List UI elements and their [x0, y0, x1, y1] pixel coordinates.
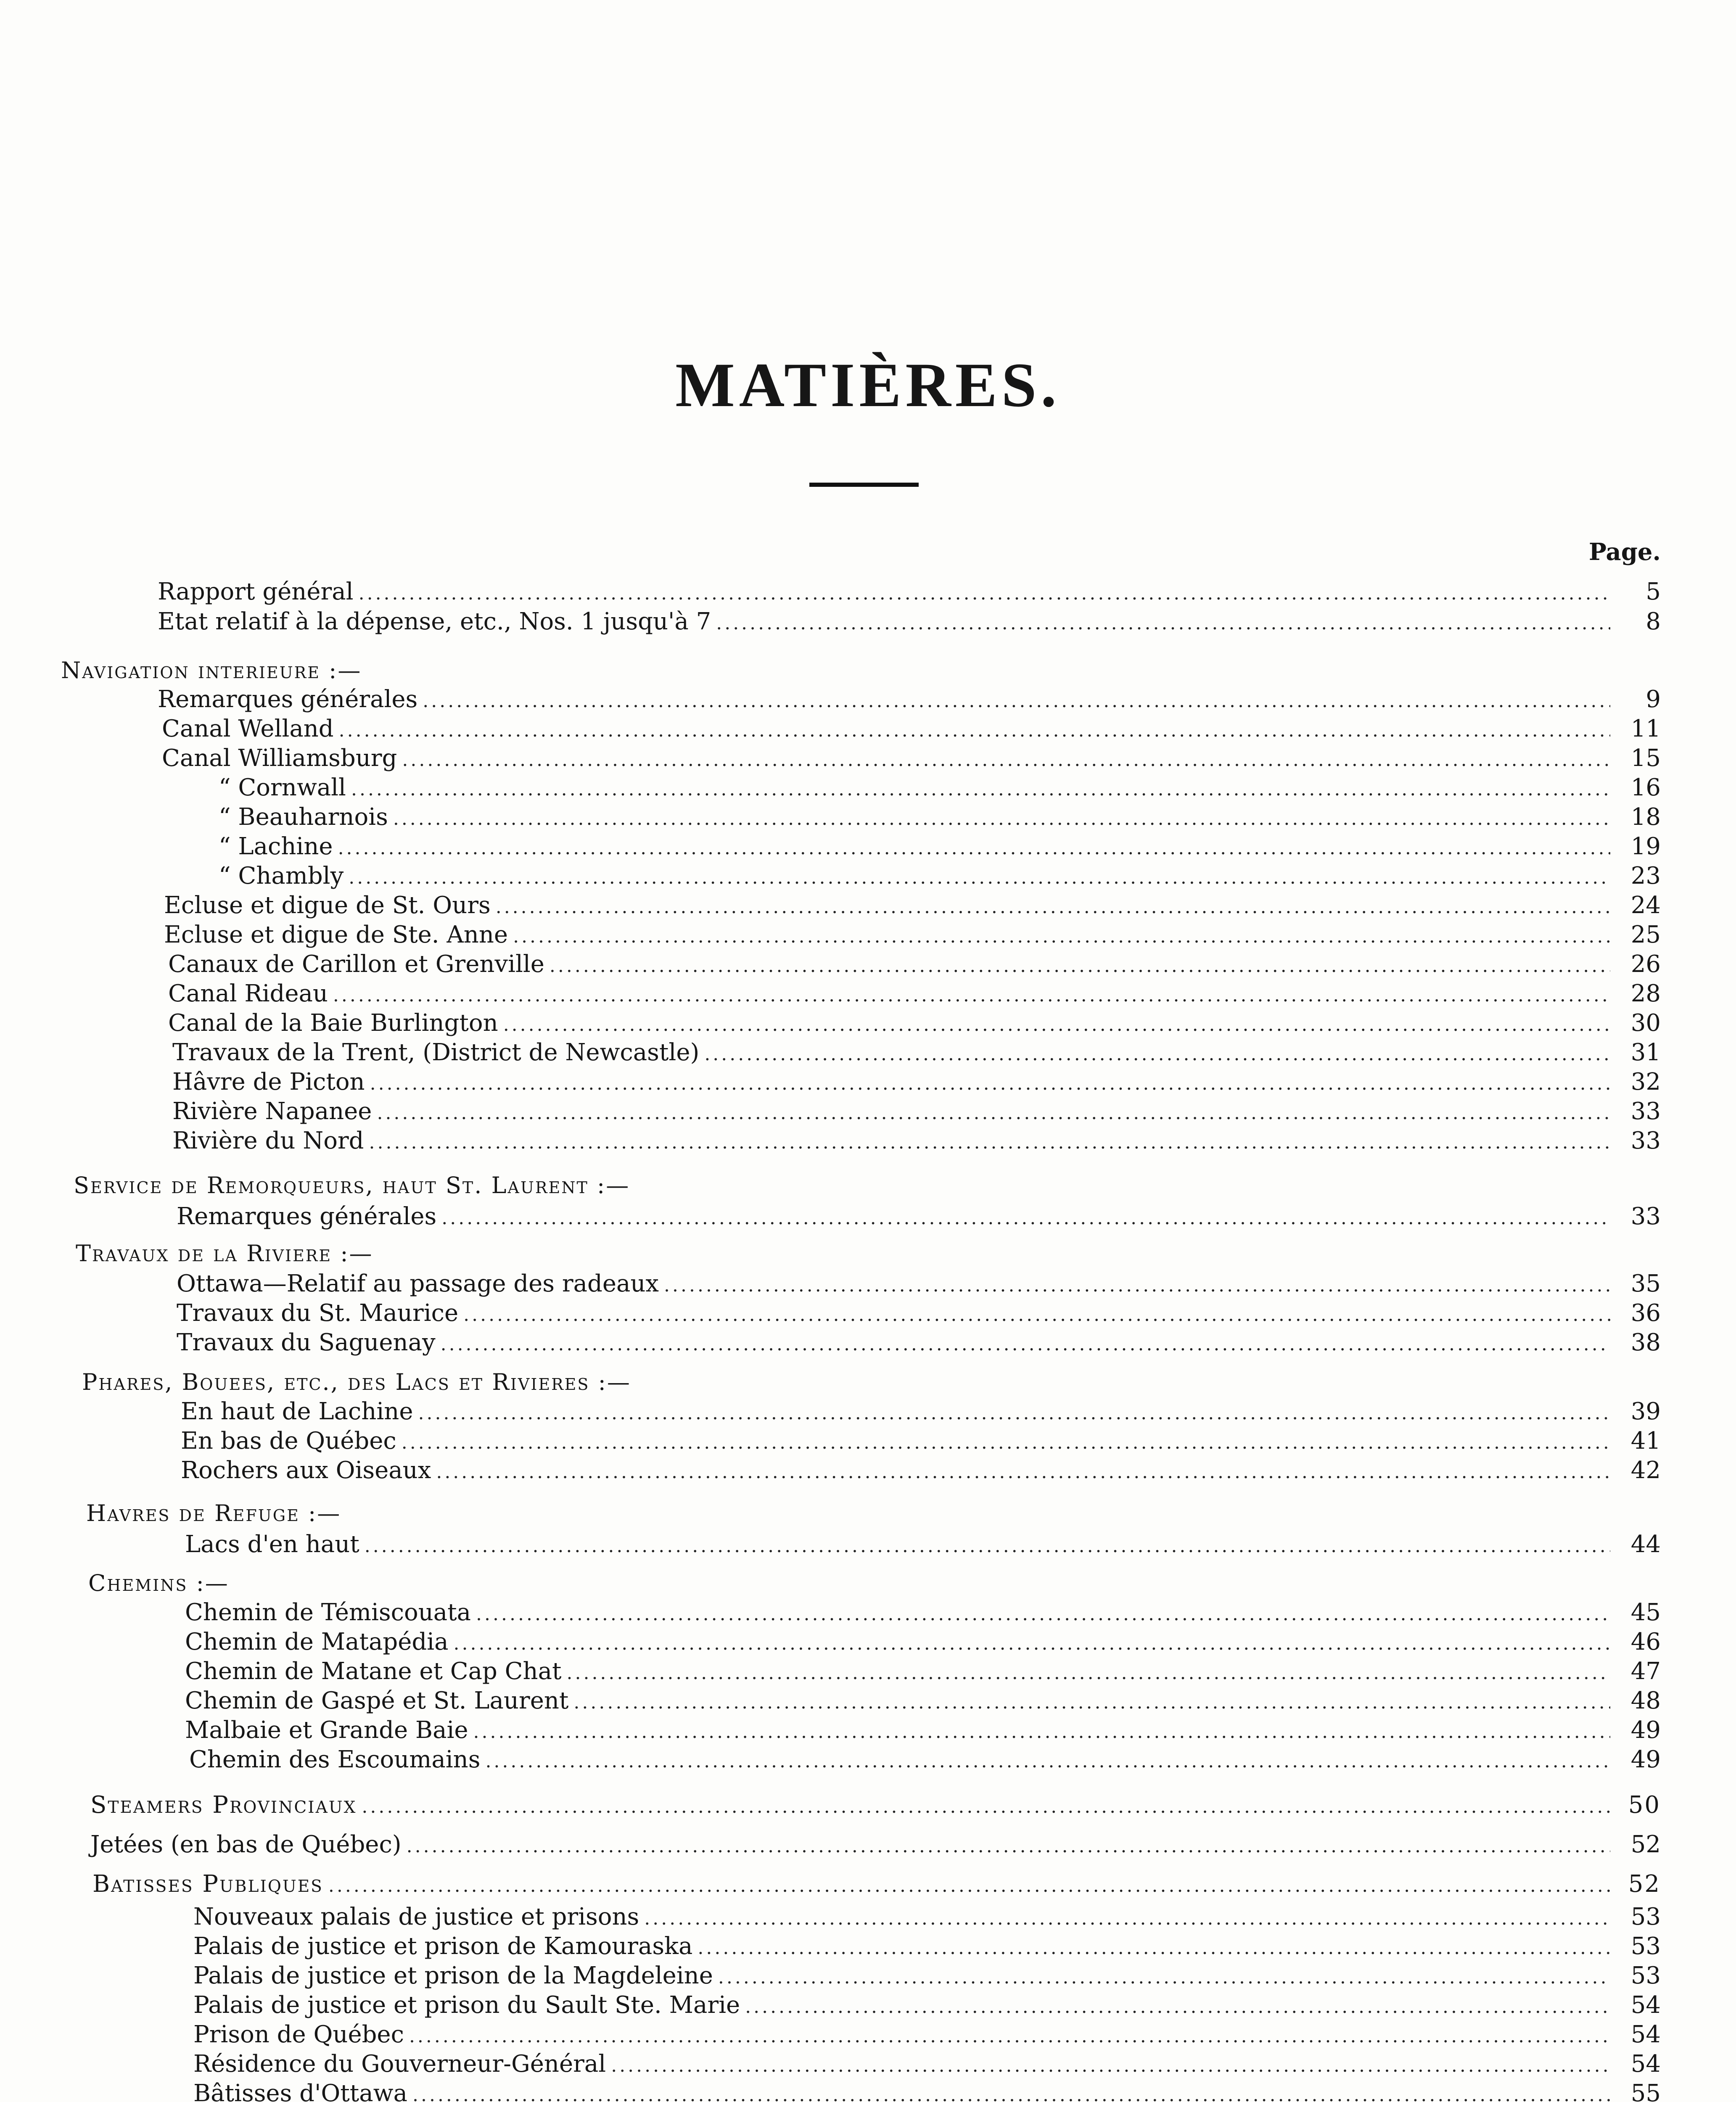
- toc-entry: [193, 1931, 1661, 1962]
- toc-entry: [219, 773, 1661, 803]
- toc-entry: [185, 1715, 1661, 1746]
- leader-dots: [423, 686, 1610, 716]
- toc-entry: [181, 1397, 1661, 1427]
- leader-dots: [359, 578, 1610, 609]
- toc-entry: [168, 949, 1661, 980]
- leader-dots: [698, 1933, 1610, 1963]
- toc-entry-page: 19: [1630, 833, 1661, 860]
- toc-entry-page: 26: [1630, 951, 1661, 978]
- toc-entry-page: 33: [1630, 1098, 1661, 1125]
- toc-entry-label: Résidence du Gouverneur-Général: [193, 2050, 606, 2078]
- toc-entry-label: Canal Williamsburg: [162, 745, 397, 772]
- leader-dots: [496, 892, 1610, 922]
- toc-entry-label: Remarques générales: [158, 686, 418, 713]
- toc-entry-label: Malbaie et Grande Baie: [185, 1716, 468, 1744]
- toc-entry: [185, 1627, 1661, 1657]
- toc-entry: [193, 2020, 1661, 2050]
- toc-entry-page: 49: [1630, 1716, 1661, 1744]
- leader-dots: [402, 1428, 1610, 1458]
- toc-entry: [185, 1529, 1661, 1560]
- title-rule: [809, 483, 919, 487]
- leader-dots: [370, 1069, 1610, 1099]
- leader-dots: [418, 1398, 1610, 1429]
- section-heading: Travaux de la Riviere :—: [76, 1240, 373, 1267]
- toc-entry-label: Canal Rideau: [168, 980, 328, 1007]
- toc-entry-page: 5: [1646, 578, 1661, 605]
- toc-entry-label: Rochers aux Oiseaux: [181, 1457, 431, 1484]
- toc-entry: [92, 1869, 1661, 1899]
- leader-dots: [339, 716, 1610, 746]
- toc-entry: [168, 1008, 1661, 1038]
- toc-entry-page: 44: [1630, 1531, 1661, 1558]
- leader-dots: [453, 1629, 1610, 1659]
- toc-entry-label: Ecluse et digue de Ste. Anne: [164, 921, 508, 948]
- toc-entry: [158, 607, 1661, 637]
- toc-entry: [172, 1126, 1661, 1156]
- toc-entry-page: 38: [1630, 1329, 1661, 1356]
- toc-entry-page: 45: [1630, 1599, 1661, 1626]
- toc-entry-label: Lacs d'en haut: [185, 1531, 359, 1558]
- toc-entry: [193, 2049, 1661, 2079]
- toc-entry-label: Travaux de la Trent, (District de Newcastle): [172, 1039, 700, 1066]
- section-heading: Navigation interieure :—: [61, 657, 362, 684]
- leader-dots: [351, 774, 1610, 805]
- toc-entry-label: Ecluse et digue de St. Ours: [164, 892, 491, 919]
- toc-entry: [168, 979, 1661, 1009]
- section-heading: Service de Remorqueurs, haut St. Laurent :—: [74, 1172, 630, 1199]
- leader-dots: [745, 1992, 1610, 2022]
- toc-entry-page: 49: [1630, 1746, 1661, 1773]
- toc-entry-label: “ Beauharnois: [219, 803, 388, 831]
- leader-dots: [407, 1831, 1610, 1862]
- toc-entry-label: Etat relatif à la dépense, etc., Nos. 1 jusqu'à 7: [158, 608, 711, 635]
- toc-entry-label: En bas de Québec: [181, 1427, 396, 1455]
- leader-dots: [393, 804, 1610, 834]
- toc-entry: [189, 1745, 1661, 1775]
- toc-entry-label: Chemin de Gaspé et St. Laurent: [185, 1687, 569, 1714]
- toc-entry: [181, 1426, 1661, 1456]
- leader-dots: [463, 1300, 1610, 1330]
- toc-entry-page: 41: [1630, 1427, 1661, 1455]
- toc-entry-page: 48: [1630, 1687, 1661, 1714]
- toc-entry-page: 11: [1630, 715, 1661, 742]
- toc-entry-page: 8: [1646, 608, 1661, 635]
- leader-dots: [412, 2080, 1610, 2102]
- section-heading: Chemins :—: [88, 1570, 229, 1596]
- leader-dots: [664, 1270, 1610, 1301]
- toc-entry: [90, 1790, 1661, 1820]
- leader-dots: [644, 1904, 1610, 1934]
- toc-entry-label: Rapport général: [158, 578, 354, 605]
- toc-entry-page: 53: [1630, 1933, 1661, 1960]
- page-title: MATIÈRES.: [675, 350, 1061, 420]
- toc-entry-label: Canal Welland: [162, 715, 334, 742]
- toc-entry: [158, 577, 1661, 607]
- toc-entry-page: 32: [1630, 1068, 1661, 1096]
- toc-entry-page: 39: [1630, 1398, 1661, 1425]
- leader-dots: [550, 951, 1610, 981]
- toc-entry-label: Travaux du Saguenay: [177, 1329, 436, 1356]
- toc-entry-page: 55: [1630, 2080, 1661, 2102]
- toc-entry-page: 42: [1630, 1457, 1661, 1484]
- toc-entry: [219, 832, 1661, 862]
- toc-entry-page: 24: [1630, 892, 1661, 919]
- toc-entry: [185, 1656, 1661, 1687]
- toc-entry-label: Palais de justice et prison de Kamouraska: [193, 1933, 693, 1960]
- leader-dots: [365, 1531, 1610, 1561]
- toc-entry: [193, 2078, 1661, 2102]
- toc-entry-page: 23: [1630, 862, 1661, 890]
- toc-entry: [193, 1961, 1661, 1991]
- leader-dots: [441, 1203, 1610, 1233]
- toc-entry-page: 25: [1630, 921, 1661, 948]
- toc-entry-page: 52: [1628, 1870, 1661, 1898]
- toc-entry-page: 47: [1630, 1658, 1661, 1685]
- toc-entry-label: Travaux du St. Maurice: [177, 1299, 459, 1327]
- toc-entry-page: 28: [1630, 980, 1661, 1007]
- toc-entry-label: Chemin de Matapédia: [185, 1628, 449, 1656]
- section-heading: Havres de Refuge :—: [86, 1500, 341, 1526]
- toc-entry: [164, 920, 1661, 950]
- section-heading: Phares, Bouees, etc., des Lacs et Rivieres :—: [82, 1369, 631, 1395]
- leader-dots: [409, 2021, 1610, 2052]
- toc-entry-label: Hâvre de Picton: [172, 1068, 365, 1096]
- toc-entry-label: Prison de Québec: [193, 2021, 404, 2048]
- toc-entry-page: 46: [1630, 1628, 1661, 1656]
- toc-entry: [193, 1902, 1661, 1932]
- toc-entry: [219, 802, 1661, 832]
- toc-entry-label: Bâtisses d'Ottawa: [193, 2080, 407, 2102]
- leader-dots: [402, 745, 1610, 775]
- toc-entry-page: 33: [1630, 1127, 1661, 1154]
- toc-entry-page: 52: [1630, 1831, 1661, 1858]
- leader-dots: [716, 608, 1610, 639]
- toc-entry: [172, 1067, 1661, 1097]
- toc-entry-label: Steamers Provinciaux: [90, 1791, 357, 1819]
- toc-entry-page: 16: [1630, 774, 1661, 801]
- toc-entry: [177, 1269, 1661, 1299]
- toc-entry-label: Remarques générales: [177, 1203, 437, 1230]
- toc-entry-label: Ottawa—Relatif au passage des radeaux: [177, 1270, 659, 1297]
- leader-dots: [328, 1871, 1610, 1901]
- toc-entry: [164, 890, 1661, 921]
- toc-entry-label: “ Lachine: [219, 833, 333, 860]
- leader-dots: [441, 1329, 1610, 1360]
- toc-entry-label: Rivière Napanee: [172, 1098, 372, 1125]
- toc-entry-page: 30: [1630, 1009, 1661, 1037]
- toc-entry-page: 50: [1628, 1791, 1661, 1819]
- toc-entry: [177, 1298, 1661, 1328]
- leader-dots: [362, 1792, 1610, 1822]
- leader-dots: [503, 1010, 1610, 1040]
- toc-entry: [158, 684, 1661, 715]
- toc-entry-page: 15: [1630, 745, 1661, 772]
- toc-entry-page: 54: [1630, 1991, 1661, 2019]
- toc-entry-label: Chemin de Matane et Cap Chat: [185, 1658, 562, 1685]
- toc-entry-label: “ Chambly: [219, 862, 344, 890]
- toc-entry-label: Chemin des Escoumains: [189, 1746, 481, 1773]
- toc-entry-page: 33: [1630, 1203, 1661, 1230]
- toc-entry-label: “ Cornwall: [219, 774, 346, 801]
- toc-entry: [185, 1598, 1661, 1628]
- toc-entry: [177, 1328, 1661, 1358]
- toc-entry: [162, 743, 1661, 774]
- toc-entry-label: Canal de la Baie Burlington: [168, 1009, 498, 1037]
- toc-entry-label: Canaux de Carillon et Grenville: [168, 951, 544, 978]
- toc-entry-label: Batisses Publiques: [92, 1870, 323, 1898]
- toc-entry: [185, 1686, 1661, 1716]
- toc-entry-page: 53: [1630, 1903, 1661, 1930]
- toc-entry-label: Chemin de Témiscouata: [185, 1599, 471, 1626]
- toc-entry-label: Nouveaux palais de justice et prisons: [193, 1903, 639, 1930]
- leader-dots: [566, 1658, 1610, 1688]
- leader-dots: [718, 1962, 1610, 1993]
- toc-entry-page: 53: [1630, 1962, 1661, 1989]
- toc-entry-page: 36: [1630, 1299, 1661, 1327]
- toc-entry-page: 31: [1630, 1039, 1661, 1066]
- leader-dots: [513, 922, 1610, 952]
- toc-entry-label: Rivière du Nord: [172, 1127, 364, 1154]
- page-column-header: Page.: [1588, 538, 1661, 566]
- leader-dots: [338, 833, 1610, 864]
- toc-entry: [177, 1202, 1661, 1232]
- toc-entry-page: 35: [1630, 1270, 1661, 1297]
- toc-entry: [162, 714, 1661, 744]
- leader-dots: [476, 1599, 1610, 1629]
- toc-entry-page: 54: [1630, 2021, 1661, 2048]
- leader-dots: [377, 1098, 1610, 1128]
- toc-entry: [172, 1096, 1661, 1127]
- toc-entry: [90, 1830, 1661, 1860]
- leader-dots: [333, 980, 1610, 1011]
- toc-entry-label: En haut de Lachine: [181, 1398, 413, 1425]
- leader-dots: [369, 1128, 1610, 1158]
- toc-entry-label: Jetées (en bas de Québec): [90, 1831, 402, 1858]
- leader-dots: [573, 1687, 1610, 1718]
- leader-dots: [611, 2051, 1610, 2081]
- leader-dots: [704, 1039, 1610, 1069]
- toc-entry-page: 54: [1630, 2050, 1661, 2078]
- toc-entry: [219, 861, 1661, 891]
- leader-dots: [436, 1457, 1610, 1487]
- toc-entry-page: 9: [1646, 686, 1661, 713]
- toc-entry-label: Palais de justice et prison du Sault Ste. Marie: [193, 1991, 740, 2019]
- toc-entry-label: Palais de justice et prison de la Magdeleine: [193, 1962, 713, 1989]
- leader-dots: [349, 863, 1610, 893]
- toc-entry-page: 18: [1630, 803, 1661, 831]
- toc-entry: [193, 1990, 1661, 2020]
- toc-entry: [181, 1455, 1661, 1486]
- leader-dots: [473, 1717, 1610, 1747]
- leader-dots: [485, 1746, 1610, 1777]
- toc-entry: [172, 1038, 1661, 1068]
